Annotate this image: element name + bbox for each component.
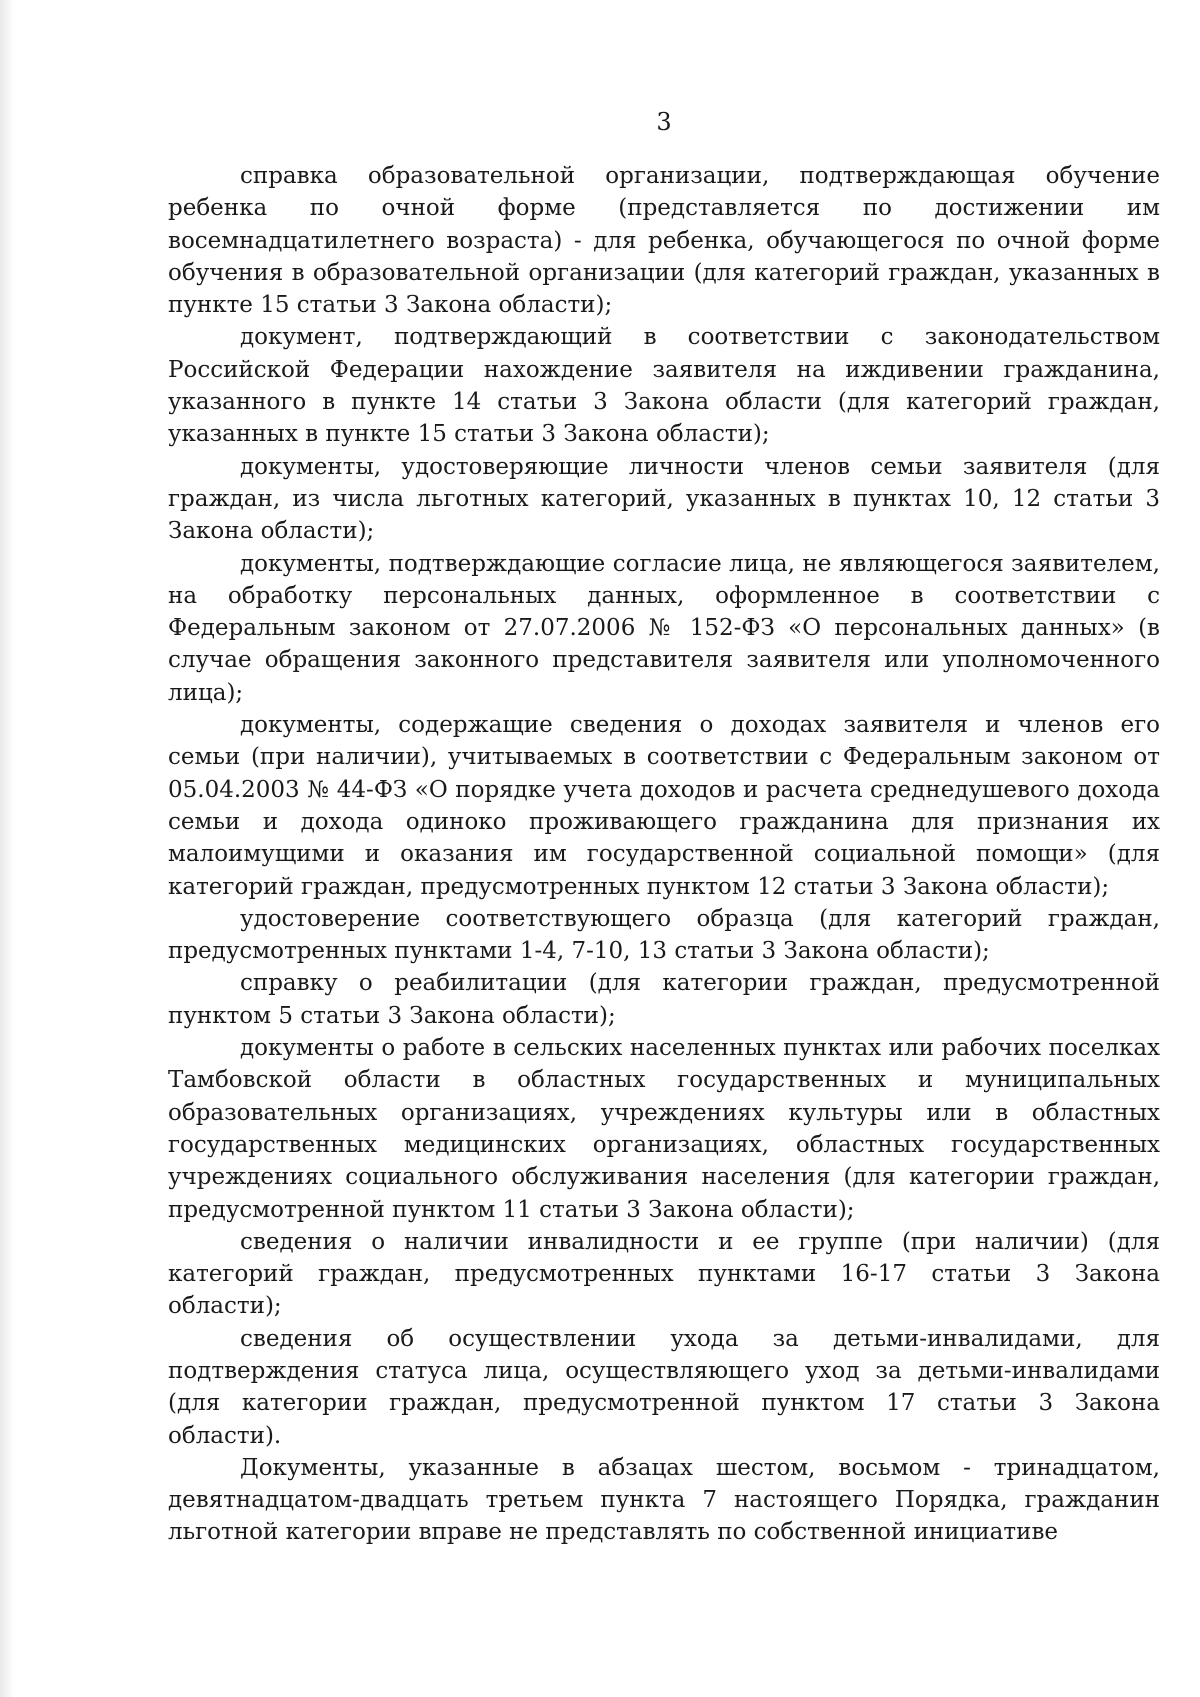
scan-edge-shadow (0, 0, 14, 1697)
paragraph-school-certificate: справка образовательной организации, подтверждающая обучение ребенка по очной форме (представляется по достижении им восемнадцатилетнего возраста) - для ребенка, обучающегося по очной форме обучения в образовательной организации (для категорий граждан, указанных в пункте 15 статьи 3 Закона области); (168, 163, 1160, 319)
paragraph-dependency-document: документ, подтверждающий в соответствии с законодательством Российской Федерации нахождение заявителя на иждивении гражданина, указанного в пункте 14 статьи 3 Закона области (для категорий граждан, указанных в пункте 15 статьи 3 Закона области); (168, 324, 1160, 448)
paragraph-optional-documents: Документы, указанные в абзацах шестом, восьмом - тринадцатом, девятнадцатом-двадцать третьем пункта 7 настоящего Порядка, гражданин льготной категории вправе не представлять по собственной инициативе (168, 1454, 1160, 1546)
document-body (168, 160, 1160, 1549)
paragraph-certificate-of-status: удостоверение соответствующего образца (для категорий граждан, предусмотренных пунктами 1-4, 7-10, 13 статьи 3 Закона области); (168, 905, 1160, 965)
paragraph-rural-work-documents: документы о работе в сельских населенных пунктах или рабочих поселках Тамбовской области в областных государственных и муниципальных образовательных организациях, учреждениях культуры или в областных государственных медицинских организациях, областных государственных учреждениях социального обслуживания населения (для категории граждан, предусмотренной пунктом 11 статьи 3 Закона области); (168, 1035, 1160, 1223)
paragraph-personal-data-consent: документы, подтверждающие согласие лица, не являющегося заявителем, на обработку персональных данных, оформленное в соответствии с Федеральным законом от 27.07.2006 № 152-ФЗ «О персональных данных» (в случае обращения законного представителя заявителя или уполномоченного лица); (168, 550, 1160, 706)
paragraph-caregiver-info: сведения об осуществлении ухода за детьми-инвалидами, для подтверждения статуса лица, осуществляющего уход за детьми-инвалидами (для категории граждан, предусмотренной пунктом 17 статьи 3 Закона области). (168, 1325, 1160, 1449)
page-number: 3 (656, 108, 672, 136)
paragraph-family-identity-documents: документы, удостоверяющие личности членов семьи заявителя (для граждан, из числа льготных категорий, указанных в пунктах 10, 12 статьи 3 Закона области); (168, 453, 1160, 545)
paragraph-rehabilitation-certificate: справку о реабилитации (для категории граждан, предусмотренной пунктом 5 статьи 3 Закона области); (168, 970, 1160, 1029)
paragraph-disability-info: сведения о наличии инвалидности и ее группе (при наличии) (для категорий граждан, предусмотренных пунктами 16-17 статьи 3 Закона области); (168, 1228, 1160, 1320)
paragraph-income-documents: документы, содержащие сведения о доходах заявителя и членов его семьи (при наличии), учитываемых в соответствии с Федеральным законом от 05.04.2003 № 44-ФЗ «О порядке учета доходов и расчета среднедушевого дохода семьи и дохода одиноко проживающего гражданина для признания их малоимущими и оказания им государственной социальной помощи» (для категорий граждан, предусмотренных пунктом 12 статьи 3 Закона области); (168, 712, 1160, 900)
